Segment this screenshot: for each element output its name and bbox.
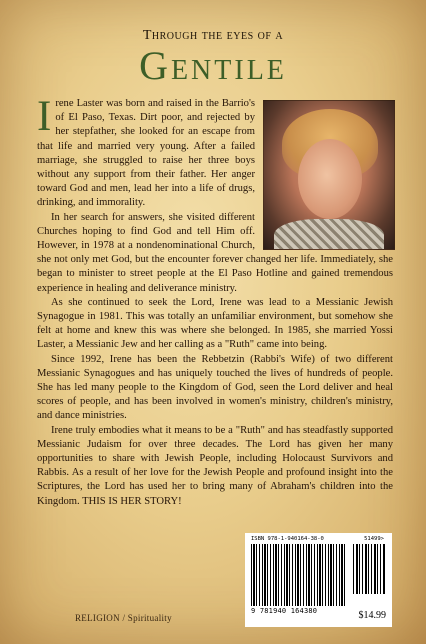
cover-subtitle: Through the eyes of a (142, 28, 284, 43)
price-label: $14.99 (358, 610, 386, 621)
paragraph-2: In her search for answers, she visited different Churches hoping to find God and tell Him off. However, in 1978 at a nondenominational Church, she not only met God, but the encounter forever changed her life. Immediately, she began to minister to street people at the El Paso Hotline and gained tremendous experience in healing and deliverance ministry. (37, 211, 393, 294)
paragraph-4: Since 1992, Irene has been the Rebbetzin (Rabbi's Wife) of two different Messianic Synagogues and has uniquely touched the lives of hundreds of people. She has led many people to the Kingdom of God, seen the Lord deliver and heal scores of people, and has been involved in women's ministry, children's ministry, and dance ministries. (37, 353, 393, 422)
barcode-box (245, 533, 392, 627)
addon-barcode-bars (353, 544, 386, 594)
barcode-digits: 9 781940 164380 (251, 607, 318, 615)
paragraph-3: As she continued to seek the Lord, Irene was lead to a Messianic Jewish Synagogue in 1981. This was totally an unfamiliar environment, but somehow she felt at home and knew this was where she belonged. In 1985, she married Yossi Laster, a Messianic Jew and her calling as a "Ruth" came into being. (37, 296, 393, 351)
isbn-label: ISBN 978-1-940164-38-0 (251, 536, 324, 542)
barcode-bars (251, 544, 346, 606)
dropcap: I (37, 93, 52, 140)
price-addon-label: 51499> (364, 536, 384, 542)
cover-title: Gentile (139, 43, 287, 88)
photo-wrap-spacer (255, 97, 393, 251)
paragraph-1-text: rene Laster was born and raised in the Barrio's of El Paso, Texas. Dirt poor, and rejected by her stepfather, she looked for an escape from that life and married very young. After a failed marriage, she struggled to raise her three boys without any support from their father. Her anger toward God and men, lead her into a life of drugs, drinking, and immorality. (37, 98, 255, 209)
paragraph-5: Irene truly embodies what it means to be a "Ruth" and has steadfastly supported Messianic Judaism for over three decades. The Lord has given her many opportunities to share with Jewish People, including Holocaust Survivors and Rabbis. As a result of her love for the Jewish People and profound insight into the Scriptures, the Lord has used her to bring many of Abraham's children into the Kingdom. THIS IS HER STORY! (37, 424, 393, 507)
back-cover-text (37, 93, 393, 509)
category-label: RELIGION / Spirituality (75, 613, 172, 623)
